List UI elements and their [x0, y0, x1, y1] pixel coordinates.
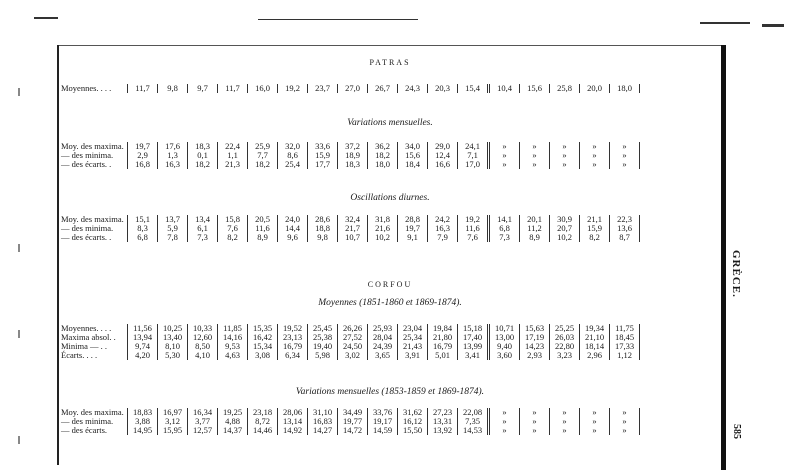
- table-cell: 14,37: [218, 426, 248, 435]
- row-label: Écarts. . . .: [61, 350, 98, 360]
- table-cell: 31,10: [308, 408, 338, 417]
- header-mark: [762, 24, 784, 27]
- table-cell: 21,1: [580, 215, 610, 224]
- table-cell: 25,93: [368, 324, 398, 333]
- table-cell: 3,77: [188, 417, 218, 426]
- table-cell: 22,3: [610, 215, 640, 224]
- row-label: Moy. des maxima.: [61, 407, 124, 417]
- table-cell: 14,1: [489, 215, 520, 224]
- table-cell: 18,4: [398, 160, 428, 169]
- table-cell: 3,12: [158, 417, 188, 426]
- table-cell: 14,92: [278, 426, 308, 435]
- table-cell: 3,65: [368, 351, 398, 360]
- table-cell: 16,97: [158, 408, 188, 417]
- table-cell: 14,59: [368, 426, 398, 435]
- table-cell: 20,3: [428, 84, 458, 93]
- table-cell: 24,50: [338, 342, 368, 351]
- header-mark: [258, 19, 418, 20]
- table-cell: 19,2: [278, 84, 308, 93]
- table-cell: 7,8: [158, 233, 188, 242]
- section-title-patras: PATRAS: [369, 58, 411, 67]
- table-patras-moyennes: [60, 84, 640, 93]
- table-cell: 5,9: [158, 224, 188, 233]
- row-label: Minima — . .: [61, 341, 108, 351]
- table-cell: 3,88: [128, 417, 158, 426]
- table-row: [60, 351, 640, 360]
- table-cell: »: [550, 142, 580, 151]
- table-cell: »: [520, 160, 550, 169]
- table-cell: 7,3: [188, 233, 218, 242]
- table-cell: 13,6: [610, 224, 640, 233]
- table-cell: »: [610, 142, 640, 151]
- table-cell: 8,9: [520, 233, 550, 242]
- table-cell: 11,7: [218, 84, 248, 93]
- table-cell: 18,0: [610, 84, 640, 93]
- subtitle-variations-mensuelles: Variations mensuelles.: [347, 118, 433, 128]
- table-cell: 23,7: [308, 84, 338, 93]
- row-label: — des écarts. .: [61, 159, 112, 169]
- row-label: — des minima.: [61, 223, 114, 233]
- table-cell: »: [520, 142, 550, 151]
- table-cell: »: [489, 160, 520, 169]
- table-cell: 16,34: [188, 408, 218, 417]
- table-cell: 11,7: [128, 84, 158, 93]
- table-cell: 27,0: [338, 84, 368, 93]
- subtitle-corfou-moyennes: Moyennes (1851-1860 et 1869-1874).: [318, 298, 462, 308]
- table-cell: 3,41: [458, 351, 489, 360]
- table-cell: 23,04: [398, 324, 428, 333]
- table-cell: 28,8: [398, 215, 428, 224]
- table-patras-variations: [60, 142, 640, 169]
- table-cell: »: [610, 408, 640, 417]
- table-cell: »: [520, 151, 550, 160]
- table-cell: 11,6: [458, 224, 489, 233]
- table-cell: 14,4: [278, 224, 308, 233]
- row-label: Moyennes. . . .: [61, 83, 112, 93]
- table-cell: 2,96: [580, 351, 610, 360]
- table-cell: 15,9: [580, 224, 610, 233]
- table-cell: 3,60: [489, 351, 520, 360]
- table-row: [60, 84, 640, 93]
- section-title-corfou: CORFOU: [367, 280, 413, 289]
- table-cell: »: [580, 160, 610, 169]
- table-cell: »: [580, 408, 610, 417]
- table-cell: 36,2: [368, 142, 398, 151]
- table-cell: 26,26: [338, 324, 368, 333]
- table-cell: »: [550, 151, 580, 160]
- table-cell: 15,50: [398, 426, 428, 435]
- table-cell: 33,76: [368, 408, 398, 417]
- table-cell: 14,23: [520, 342, 550, 351]
- table-cell: 11,85: [218, 324, 248, 333]
- table-cell: 21,43: [398, 342, 428, 351]
- table-cell: 24,39: [368, 342, 398, 351]
- table-cell: 18,83: [128, 408, 158, 417]
- table-cell: 24,3: [398, 84, 428, 93]
- table-cell: 5,98: [308, 351, 338, 360]
- table-cell: 9,7: [188, 84, 218, 93]
- row-label: Maxima absol. .: [61, 332, 116, 342]
- table-cell: 13,40: [158, 333, 188, 342]
- table-cell: 20,0: [580, 84, 610, 93]
- table-cell: 34,49: [338, 408, 368, 417]
- table-cell: 34,0: [398, 142, 428, 151]
- table-cell: 19,7: [128, 142, 158, 151]
- table-cell: 8,3: [128, 224, 158, 233]
- table-body: [60, 324, 640, 360]
- table-cell: 8,2: [580, 233, 610, 242]
- table-cell: 19,2: [458, 215, 489, 224]
- table-cell: 16,79: [278, 342, 308, 351]
- table-cell: 19,25: [218, 408, 248, 417]
- table-cell: 31,8: [368, 215, 398, 224]
- table-cell: 17,0: [458, 160, 489, 169]
- table-cell: 21,10: [580, 333, 610, 342]
- table-cell: 37,2: [338, 142, 368, 151]
- table-cell: 7,3: [489, 233, 520, 242]
- table-cell: »: [610, 151, 640, 160]
- table-frame-top: [57, 45, 723, 46]
- table-frame-left: [57, 45, 59, 465]
- table-cell: 3,02: [338, 351, 368, 360]
- table-cell: 25,45: [308, 324, 338, 333]
- table-cell: 9,6: [278, 233, 308, 242]
- table-cell: »: [489, 408, 520, 417]
- table-cell: 2,93: [520, 351, 550, 360]
- table-row: [60, 426, 640, 435]
- row-label: — des écarts. .: [61, 232, 112, 242]
- table-cell: 25,25: [550, 324, 580, 333]
- table-cell: 21,6: [368, 224, 398, 233]
- table-cell: 8,50: [188, 342, 218, 351]
- table-cell: 0,1: [188, 151, 218, 160]
- table-cell: 7,7: [248, 151, 278, 160]
- table-cell: »: [520, 408, 550, 417]
- table-cell: 26,7: [368, 84, 398, 93]
- table-cell: 15,63: [520, 324, 550, 333]
- table-cell: 18,3: [188, 142, 218, 151]
- row-label: — des écarts.: [61, 425, 108, 435]
- table-cell: 18,0: [368, 160, 398, 169]
- table-cell: 15,6: [520, 84, 550, 93]
- table-cell: 19,34: [580, 324, 610, 333]
- table-row: [60, 233, 640, 242]
- table-cell: 9,8: [158, 84, 188, 93]
- table-cell: 5,01: [428, 351, 458, 360]
- table-body: [60, 84, 640, 93]
- table-cell: 25,4: [278, 160, 308, 169]
- table-cell: 15,18: [458, 324, 489, 333]
- table-cell: 15,4: [458, 84, 489, 93]
- table-cell: 15,1: [128, 215, 158, 224]
- table-cell: 10,25: [158, 324, 188, 333]
- table-cell: 6,34: [278, 351, 308, 360]
- table-cell: 19,52: [278, 324, 308, 333]
- table-cell: 9,74: [128, 342, 158, 351]
- table-cell: »: [610, 417, 640, 426]
- subtitle-corfou-variations: Variations mensuelles (1853-1859 et 1869-1874).: [295, 387, 485, 397]
- table-cell: 16,6: [428, 160, 458, 169]
- table-frame-right: [721, 45, 726, 470]
- table-cell: 24,2: [428, 215, 458, 224]
- table-corfou-variations: [60, 408, 640, 435]
- table-cell: 15,34: [248, 342, 278, 351]
- table-cell: »: [520, 426, 550, 435]
- table-cell: 19,84: [428, 324, 458, 333]
- table-cell: 9,53: [218, 342, 248, 351]
- table-cell: 13,99: [458, 342, 489, 351]
- table-cell: »: [489, 426, 520, 435]
- table-cell: 32,0: [278, 142, 308, 151]
- table-cell: 13,94: [128, 333, 158, 342]
- row-label: Moy. des maxima.: [61, 214, 124, 224]
- table-cell: 17,19: [520, 333, 550, 342]
- table-cell: 6,1: [188, 224, 218, 233]
- table-cell: 13,14: [278, 417, 308, 426]
- table-cell: 11,2: [520, 224, 550, 233]
- table-cell: 16,83: [308, 417, 338, 426]
- row-label: Moy. des maxima.: [61, 141, 124, 151]
- table-cell: 1,1: [218, 151, 248, 160]
- table-cell: 18,14: [580, 342, 610, 351]
- row-label: — des minima.: [61, 416, 114, 426]
- table-cell: 12,57: [188, 426, 218, 435]
- table-cell: 9,8: [308, 233, 338, 242]
- table-cell: 7,35: [458, 417, 489, 426]
- table-cell: 25,34: [398, 333, 428, 342]
- table-cell: 4,63: [218, 351, 248, 360]
- table-cell: 9,1: [398, 233, 428, 242]
- table-cell: 28,06: [278, 408, 308, 417]
- table-cell: 5,30: [158, 351, 188, 360]
- table-cell: 19,7: [398, 224, 428, 233]
- table-cell: 17,33: [610, 342, 640, 351]
- table-cell: 26,03: [550, 333, 580, 342]
- table-cell: 18,45: [610, 333, 640, 342]
- table-cell: 13,4: [188, 215, 218, 224]
- table-cell: 4,20: [128, 351, 158, 360]
- table-cell: 16,42: [248, 333, 278, 342]
- table-cell: 28,04: [368, 333, 398, 342]
- table-cell: 21,3: [218, 160, 248, 169]
- table-cell: 15,6: [398, 151, 428, 160]
- table-cell: »: [489, 142, 520, 151]
- table-cell: 22,08: [458, 408, 489, 417]
- table-cell: 18,2: [188, 160, 218, 169]
- table-cell: 25,38: [308, 333, 338, 342]
- table-cell: 12,4: [428, 151, 458, 160]
- table-cell: 6,8: [489, 224, 520, 233]
- table-body: [60, 142, 640, 169]
- table-cell: 21,7: [338, 224, 368, 233]
- table-cell: 30,9: [550, 215, 580, 224]
- table-cell: »: [550, 426, 580, 435]
- table-cell: 27,52: [338, 333, 368, 342]
- side-running-title: GRÈCE.: [730, 250, 742, 298]
- table-cell: »: [580, 417, 610, 426]
- table-cell: 23,13: [278, 333, 308, 342]
- table-cell: 6,8: [128, 233, 158, 242]
- table-cell: 3,08: [248, 351, 278, 360]
- table-cell: 13,31: [428, 417, 458, 426]
- table-cell: 32,4: [338, 215, 368, 224]
- table-cell: 14,46: [248, 426, 278, 435]
- margin-tick: [18, 88, 20, 96]
- table-cell: 15,9: [308, 151, 338, 160]
- table-cell: »: [580, 142, 610, 151]
- table-cell: 12,60: [188, 333, 218, 342]
- table-cell: »: [580, 426, 610, 435]
- table-cell: 10,2: [550, 233, 580, 242]
- table-cell: 14,53: [458, 426, 489, 435]
- table-body: [60, 408, 640, 435]
- table-cell: »: [520, 417, 550, 426]
- table-cell: 8,2: [218, 233, 248, 242]
- table-cell: 18,2: [368, 151, 398, 160]
- table-cell: »: [610, 426, 640, 435]
- table-cell: 14,95: [128, 426, 158, 435]
- table-cell: 25,9: [248, 142, 278, 151]
- table-row: [60, 160, 640, 169]
- header-mark: [700, 22, 750, 24]
- page-number: 585: [731, 424, 742, 439]
- table-cell: 11,75: [610, 324, 640, 333]
- table-cell: 18,2: [248, 160, 278, 169]
- table-cell: 7,6: [458, 233, 489, 242]
- table-cell: 20,5: [248, 215, 278, 224]
- table-cell: »: [610, 160, 640, 169]
- table-cell: 16,0: [248, 84, 278, 93]
- table-cell: »: [489, 151, 520, 160]
- table-cell: 15,95: [158, 426, 188, 435]
- table-cell: 19,77: [338, 417, 368, 426]
- table-cell: 3,23: [550, 351, 580, 360]
- table-cell: 3,91: [398, 351, 428, 360]
- table-cell: 17,6: [158, 142, 188, 151]
- table-cell: 10,71: [489, 324, 520, 333]
- table-cell: »: [550, 417, 580, 426]
- table-cell: 18,3: [338, 160, 368, 169]
- table-cell: 14,27: [308, 426, 338, 435]
- table-cell: 31,62: [398, 408, 428, 417]
- table-cell: 10,7: [338, 233, 368, 242]
- margin-tick: [18, 330, 20, 338]
- table-cell: 14,72: [338, 426, 368, 435]
- table-cell: 21,80: [428, 333, 458, 342]
- table-cell: 19,17: [368, 417, 398, 426]
- table-cell: 15,35: [248, 324, 278, 333]
- table-cell: 10,2: [368, 233, 398, 242]
- table-cell: 19,40: [308, 342, 338, 351]
- table-cell: 16,3: [428, 224, 458, 233]
- table-cell: 14,16: [218, 333, 248, 342]
- table-cell: 28,6: [308, 215, 338, 224]
- table-cell: 4,10: [188, 351, 218, 360]
- table-cell: 13,92: [428, 426, 458, 435]
- table-cell: 1,3: [158, 151, 188, 160]
- table-cell: 13,00: [489, 333, 520, 342]
- table-cell: 24,0: [278, 215, 308, 224]
- table-cell: 11,6: [248, 224, 278, 233]
- table-cell: 8,9: [248, 233, 278, 242]
- table-cell: 17,40: [458, 333, 489, 342]
- subtitle-oscillations-diurnes: Oscillations diurnes.: [350, 193, 430, 203]
- table-cell: 29,0: [428, 142, 458, 151]
- table-cell: 13,7: [158, 215, 188, 224]
- margin-tick: [18, 244, 20, 252]
- table-cell: 8,7: [610, 233, 640, 242]
- table-body: [60, 215, 640, 242]
- row-label: Moyennes. . . .: [61, 323, 112, 333]
- table-cell: 17,7: [308, 160, 338, 169]
- table-cell: 18,9: [338, 151, 368, 160]
- table-cell: 7,1: [458, 151, 489, 160]
- table-cell: »: [550, 160, 580, 169]
- table-cell: 24,1: [458, 142, 489, 151]
- table-cell: 4,88: [218, 417, 248, 426]
- table-cell: 20,7: [550, 224, 580, 233]
- table-cell: 9,40: [489, 342, 520, 351]
- table-cell: 23,18: [248, 408, 278, 417]
- table-cell: 33,6: [308, 142, 338, 151]
- table-corfou-moyennes: [60, 324, 640, 360]
- table-cell: 20,1: [520, 215, 550, 224]
- table-cell: 8,10: [158, 342, 188, 351]
- table-cell: 22,4: [218, 142, 248, 151]
- row-label: — des minima.: [61, 150, 114, 160]
- table-cell: 10,4: [489, 84, 520, 93]
- table-cell: 15,8: [218, 215, 248, 224]
- table-cell: 16,3: [158, 160, 188, 169]
- table-cell: 16,79: [428, 342, 458, 351]
- table-cell: 7,6: [218, 224, 248, 233]
- table-cell: 7,9: [428, 233, 458, 242]
- table-cell: »: [550, 408, 580, 417]
- table-cell: »: [580, 151, 610, 160]
- table-cell: 8,6: [278, 151, 308, 160]
- header-mark: [34, 17, 58, 19]
- table-patras-oscillations: [60, 215, 640, 242]
- margin-tick: [18, 436, 20, 444]
- table-cell: 2,9: [128, 151, 158, 160]
- table-cell: »: [489, 417, 520, 426]
- table-cell: 10,33: [188, 324, 218, 333]
- table-cell: 27,23: [428, 408, 458, 417]
- table-cell: 16,8: [128, 160, 158, 169]
- table-cell: 18,8: [308, 224, 338, 233]
- table-cell: 22,80: [550, 342, 580, 351]
- table-cell: 16,12: [398, 417, 428, 426]
- table-cell: 11,56: [128, 324, 158, 333]
- table-cell: 1,12: [610, 351, 640, 360]
- table-cell: 8,72: [248, 417, 278, 426]
- table-cell: 25,8: [550, 84, 580, 93]
